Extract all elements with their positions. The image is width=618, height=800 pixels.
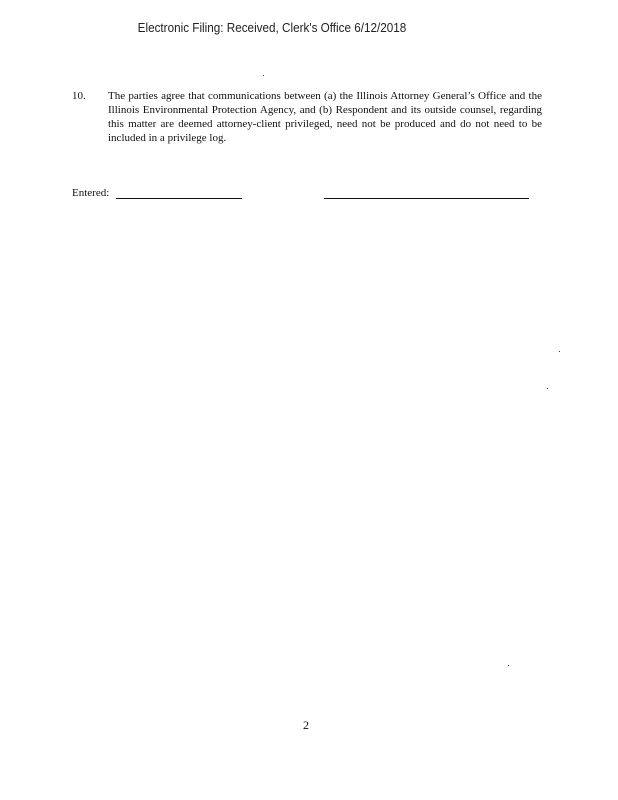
entered-signature-row (72, 187, 542, 201)
page-number: 2 (303, 718, 309, 732)
entered-label: Entered: (72, 187, 110, 199)
stray-mark (263, 75, 264, 76)
date-signature-line (116, 198, 242, 199)
judge-signature-line (324, 198, 529, 199)
stray-mark (508, 665, 509, 666)
paragraph-10 (72, 89, 542, 145)
stray-mark (547, 388, 548, 389)
stray-mark (559, 351, 560, 352)
paragraph-text: The parties agree that communications between (a) the Illinois Attorney General’s Office and the Illinois Environmental Protection Agency, and (b) Respondent and its outside counsel, regarding this matter are deemed attorney-client privileged, need not be produced and do not need to be included in a privilege log. (108, 90, 542, 144)
filing-stamp: Electronic Filing: Received, Clerk's Office 6/12/2018 (137, 20, 407, 35)
paragraph-number: 10. (72, 90, 86, 102)
